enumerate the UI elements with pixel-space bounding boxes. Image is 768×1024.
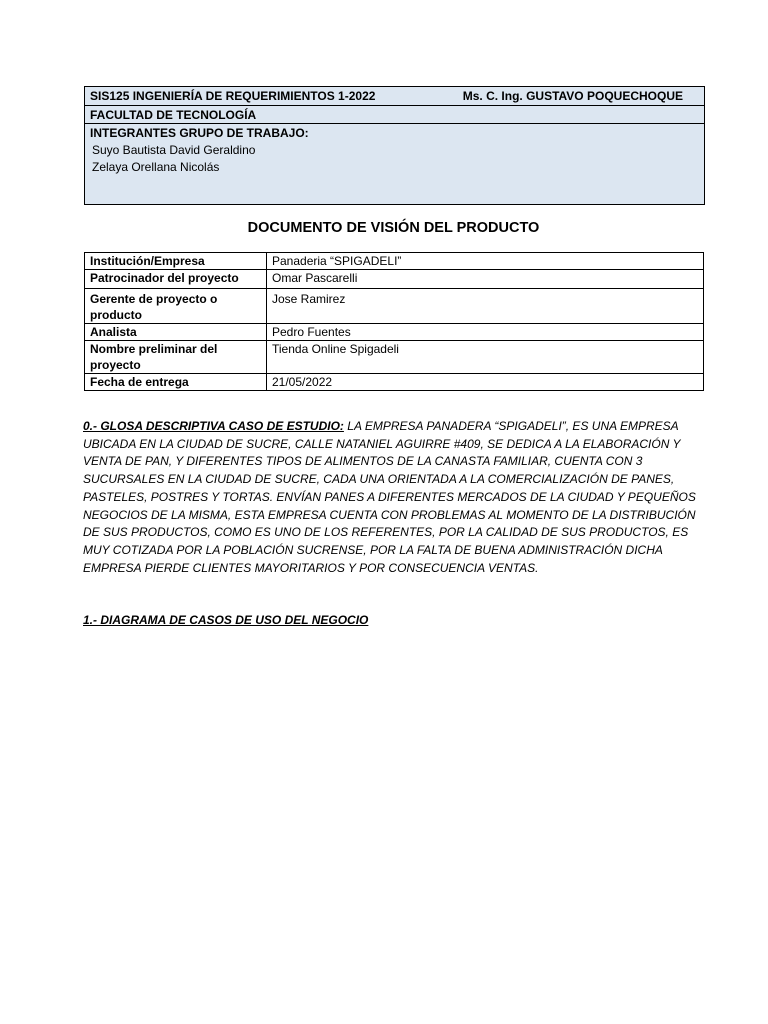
- table-value: 21/05/2022: [267, 374, 704, 391]
- table-value: Omar Pascarelli: [267, 270, 704, 289]
- header-faculty-row: [85, 106, 704, 124]
- table-row: [85, 253, 704, 270]
- project-info-table: [84, 252, 704, 391]
- table-row: [85, 270, 704, 289]
- course-name: SIS125 INGENIERÍA DE REQUERIMIENTOS 1-2022: [90, 89, 376, 103]
- professor-name: Ms. C. Ing. GUSTAVO POQUECHOQUE: [462, 89, 683, 103]
- case-study-label: 0.- GLOSA DESCRIPTIVA CASO DE ESTUDIO:: [83, 419, 344, 433]
- table-key: Analista: [85, 324, 267, 341]
- table-value: Panaderia “SPIGADELI”: [267, 253, 704, 270]
- case-study-paragraph: [83, 418, 708, 577]
- table-key: Gerente de proyecto o producto: [85, 289, 267, 324]
- table-key: Institución/Empresa: [85, 253, 267, 270]
- team-title: INTEGRANTES GRUPO DE TRABAJO:: [90, 126, 309, 140]
- table-row: [85, 341, 704, 374]
- team-member: Zelaya Orellana Nicolás: [92, 160, 220, 174]
- header-box: [84, 86, 705, 205]
- table-row: [85, 289, 704, 324]
- case-study-text: LA EMPRESA PANADERA “SPIGADELI”, ES UNA EMPRESA UBICADA EN LA CIUDAD DE SUCRE, CALLE NATANIEL AGUIRRE #409, SE DEDICA A LA ELABORACIÓN Y VENTA DE PAN, Y DIFERENTES TIPOS DE ALIMENTOS DE LA CANASTA FAMILIAR, CUENTA CON 3 SUCURSALES EN LA CIUDAD DE SUCRE, CADA UNA ORIENTADA A LA COMERCIALIZACIÓN DE PANES, PASTELES, POSTRES Y TORTAS. ENVÍAN PANES A DIFERENTES MERCADOS DE LA CIUDAD Y PEQUEÑOS NEGOCIOS DE LA MISMA, ESTA EMPRESA CUENTA CON PROBLEMAS AL MOMENTO DE LA DISTRIBUCIÓN DE SUS PRODUCTOS, COMO ES UNO DE LOS REFERENTES, POR LA CALIDAD DE SUS PRODUCTOS, ES MUY COTIZADA POR LA POBLACIÓN SUCRENSE, POR LA FALTA DE BUENA ADMINISTRACIÓN DICHA EMPRESA PIERDE CLIENTES MAYORITARIOS Y POR CONSECUENCIA VENTAS.: [83, 419, 696, 575]
- table-row: [85, 374, 704, 391]
- header-course-row: [85, 87, 704, 106]
- table-value: Tienda Online Spigadeli: [267, 341, 704, 374]
- table-value: Pedro Fuentes: [267, 324, 704, 341]
- table-key: Nombre preliminar del proyecto: [85, 341, 267, 374]
- table-value: Jose Ramirez: [267, 289, 704, 324]
- document-title: DOCUMENTO DE VISIÓN DEL PRODUCTO: [247, 220, 540, 236]
- header-team-row: [85, 124, 704, 204]
- team-member: Suyo Bautista David Geraldino: [92, 143, 256, 157]
- table-key: Fecha de entrega: [85, 374, 267, 391]
- table-row: [85, 324, 704, 341]
- faculty-name: FACULTAD DE TECNOLOGÍA: [90, 108, 257, 122]
- business-use-case-heading: 1.- DIAGRAMA DE CASOS DE USO DEL NEGOCIO: [83, 613, 369, 627]
- table-key: Patrocinador del proyecto: [85, 270, 267, 289]
